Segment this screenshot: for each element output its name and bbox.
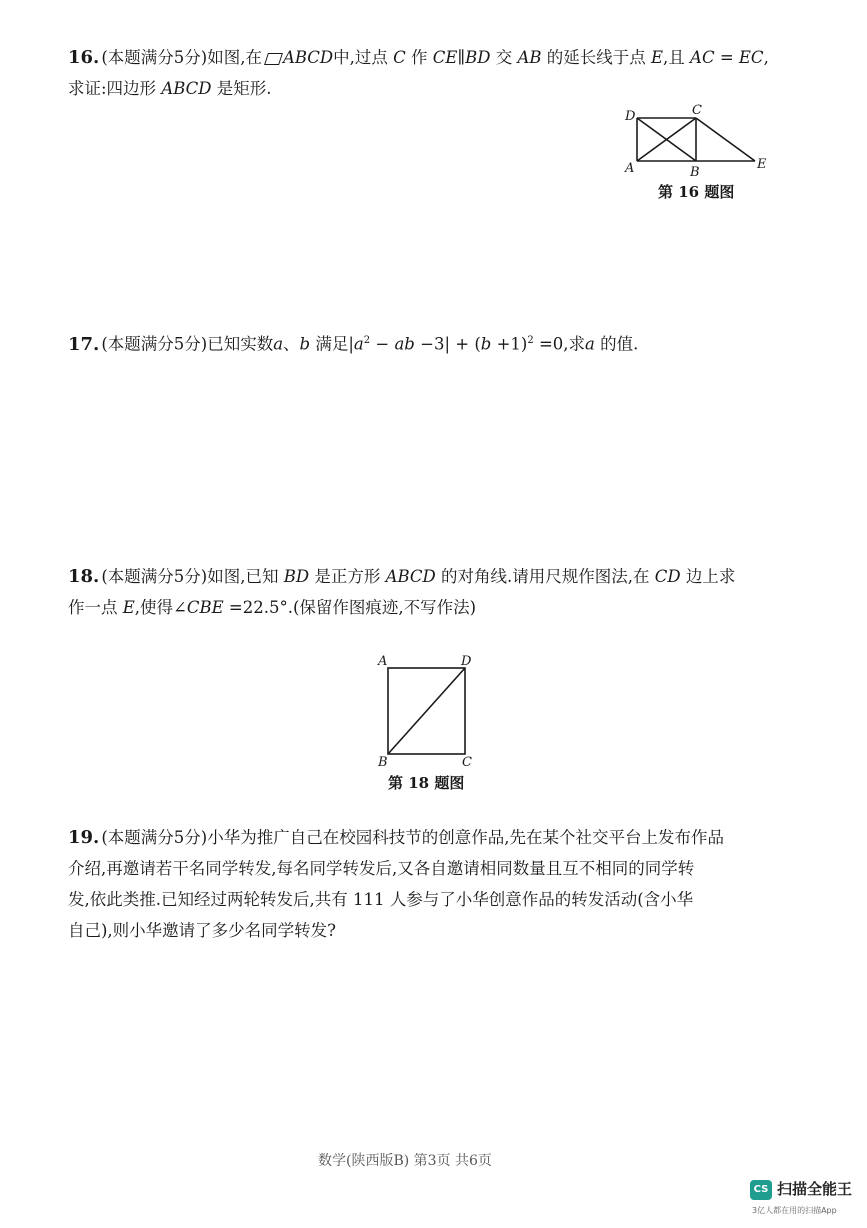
- question-16-line-1: 16. (本题满分5分)如图,在 ABCD中,过点 C 作 CE∥BD 交 AB 的延长线于点 E,且 AC = EC,: [68, 47, 769, 68]
- figure-16: [620, 100, 770, 180]
- question-19-line-4: 自己),则小华邀请了多少名同学转发?: [68, 921, 337, 940]
- segment-ce: [696, 118, 755, 161]
- question-19-line-1: 19. (本题满分5分)小华为推广自己在校园科技节的创意作品,先在某个社交平台上发布作品: [68, 827, 724, 848]
- question-16-line-2: 求证:四边形 ABCD 是矩形.: [68, 79, 272, 98]
- parallelogram-symbol: [264, 53, 283, 65]
- question-19: [68, 822, 788, 946]
- label-b: B: [690, 165, 700, 180]
- question-18-line-2: 作一点 E,使得∠CBE =22.5°.(保留作图痕迹,不写作法): [68, 598, 477, 617]
- label-c: C: [462, 755, 472, 770]
- diagonal-bd: [388, 668, 465, 754]
- label-a: A: [625, 161, 635, 176]
- question-19-line-3: 发,依此类推.已知经过两轮转发后,共有 111 人参与了小华创意作品的转发活动(含小华: [68, 890, 694, 909]
- question-16-number: 16.: [68, 47, 100, 68]
- label-d: D: [461, 654, 472, 669]
- camscanner-tagline: 3亿人都在用的扫描App: [752, 1206, 837, 1215]
- figure-18: [374, 652, 484, 770]
- question-18-line-1: 18. (本题满分5分)如图,已知 BD 是正方形 ABCD 的对角线.请用尺规作图法,在 CD 边上求: [68, 566, 736, 587]
- label-e: E: [757, 157, 767, 172]
- camscanner-name: 扫描全能王: [777, 1180, 853, 1198]
- label-c: C: [692, 103, 702, 118]
- label-d: D: [625, 109, 636, 124]
- figure-18-caption: 第 18 题图: [388, 774, 465, 792]
- question-17-number: 17.: [68, 333, 100, 355]
- camscanner-logo-icon: CS: [750, 1180, 772, 1200]
- question-18-number: 18.: [68, 566, 100, 587]
- label-a: A: [378, 654, 388, 669]
- label-b: B: [378, 755, 388, 770]
- figure-16-caption: 第 16 题图: [658, 183, 735, 201]
- question-19-line-2: 介绍,再邀请若干名同学转发,每名同学转发后,又各自邀请相同数量且互不相同的同学转: [68, 859, 695, 878]
- question-17: 17. (本题满分5分)已知实数a、b 满足$|a^2$ − ab $-3| + (b +1)^2 =0$,求a 的值.: [68, 333, 639, 355]
- page-footer: 数学(陕西版B) 第3页 共6页: [318, 1153, 492, 1169]
- question-19-number: 19.: [68, 827, 100, 848]
- question-18: [68, 561, 788, 623]
- question-16: [68, 42, 788, 104]
